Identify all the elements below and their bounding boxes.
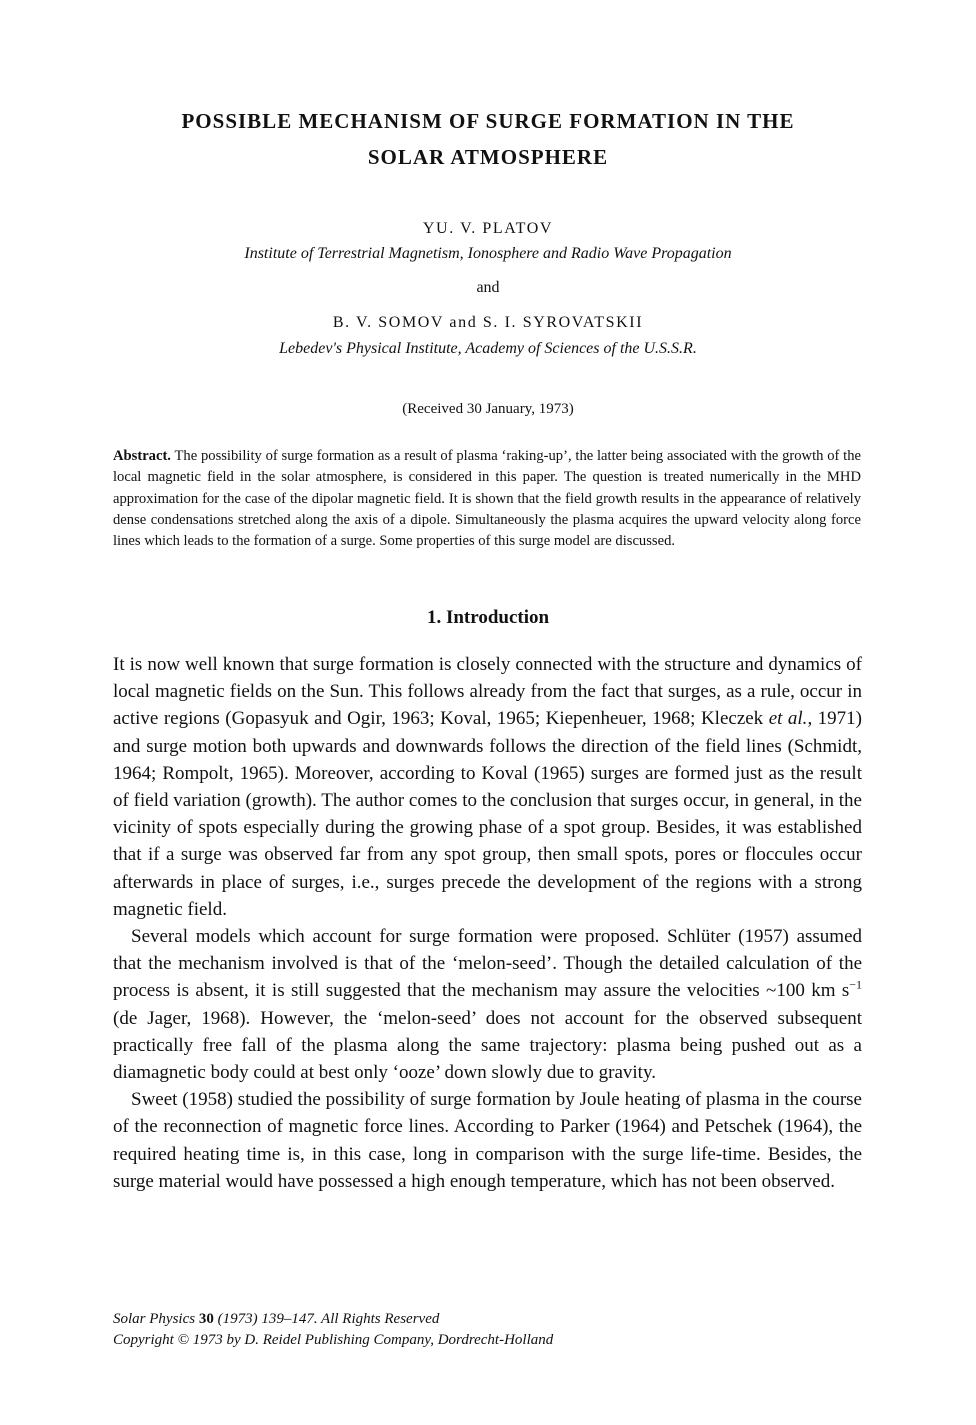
paper-title [110, 103, 866, 175]
paragraph-2 [113, 923, 862, 1086]
footer-copyright: Copyright © 1973 by D. Reidel Publishing Company, Dordrecht-Holland [113, 1332, 554, 1348]
abstract [113, 446, 861, 552]
footer-pages: (1973) 139–147. All Rights Reserved [213, 1311, 440, 1327]
paragraph-2-superscript: −1 [849, 978, 862, 993]
section-heading-introduction: 1. Introduction [426, 607, 550, 628]
affiliation-1: Institute of Terrestrial Magnetism, Ionosphere and Radio Wave Propagation [244, 245, 732, 262]
paragraph-2-part-b: (de Jager, 1968). However, the ‘melon-seed’ does not account for the observed subsequent practically free fall of the plasma along the same trajectory: plasma being pushed out as a diamagnetic body could at best only ‘ooze’ down slowly due to gravity. [113, 1007, 862, 1084]
affiliation-2: Lebedev's Physical Institute, Academy of Sciences of the U.S.S.R. [279, 340, 697, 357]
footer-journal: Solar Physics [113, 1311, 196, 1327]
received-date: (Received 30 January, 1973) [402, 401, 574, 417]
title-line-2: SOLAR ATMOSPHERE [367, 145, 609, 169]
abstract-label: Abstract. [113, 448, 171, 464]
paragraph-1-part-a: It is now well known that surge formation is closely connected with the structure and dynamics of local magnetic fields on the Sun. This follows already from the fact that surges, as a rule, occur in active regions (Gopasyuk and Ogir, 1963; Koval, 1965; Kiepenheuer, 1968; Kleczek [113, 654, 862, 730]
paragraph-1-etal: et al. [768, 708, 808, 730]
title-line-1: POSSIBLE MECHANISM OF SURGE FORMATION IN THE [181, 109, 795, 133]
paragraph-1 [113, 651, 862, 923]
author-group-2: B. V. SOMOV and S. I. SYROVATSKII [332, 314, 644, 331]
paragraph-1-part-b: , 1971) and surge motion both upwards and downwards follows the direction of the field lines (Schmidt, 1964; Rompolt, 1965). Moreover, according to Koval (1965) surges are formed just as the result of field variation (growth). The author comes to the conclusion that surges occur, in general, in the vicinity of spots especially during the growing phase of a spot group. Besides, it was established that if a surge was observed far from any spot group, then small spots, pores or floccules occur afterwards in place of surges, i.e., surges precede the development of the regions with a strong magnetic field. [113, 708, 863, 920]
author-separator: and [476, 279, 500, 296]
footer-line-1 [113, 1309, 862, 1330]
paragraph-2-part-a: Several models which account for surge formation were proposed. Schlüter (1957) assumed that the mechanism involved is that of the ‘melon-seed’. Though the detailed calculation of the process is absent, it is still suggested that the mechanism may assure the velocities ~100 km s [113, 926, 862, 1002]
footer-citation [113, 1309, 862, 1351]
paragraph-3: Sweet (1958) studied the possibility of surge formation by Joule heating of plasma in the course of the reconnection of magnetic force lines. According to Parker (1964) and Petschek (1964), the required heating time is, in this case, long in comparison with the surge life-time. Besides, the surge material would have possessed a high enough temperature, which has not been observed. [113, 1089, 862, 1192]
abstract-text: The possibility of surge formation as a result of plasma ‘raking-up’, the latter being associated with the growth of the local magnetic field in the solar atmosphere, is considered in this paper. The question is treated numerically in the MHD approximation for the case of the dipolar magnetic field. It is shown that the field growth results in the appearance of relatively dense condensations stretched along the axis of a dipole. Simultaneously the plasma acquires the upward velocity along force lines which leads to the formation of a surge. Some properties of this surge model are discussed. [113, 448, 861, 550]
footer-volume: 30 [198, 1311, 214, 1327]
body-text [113, 651, 862, 1195]
author-group-1: YU. V. PLATOV [422, 220, 554, 237]
